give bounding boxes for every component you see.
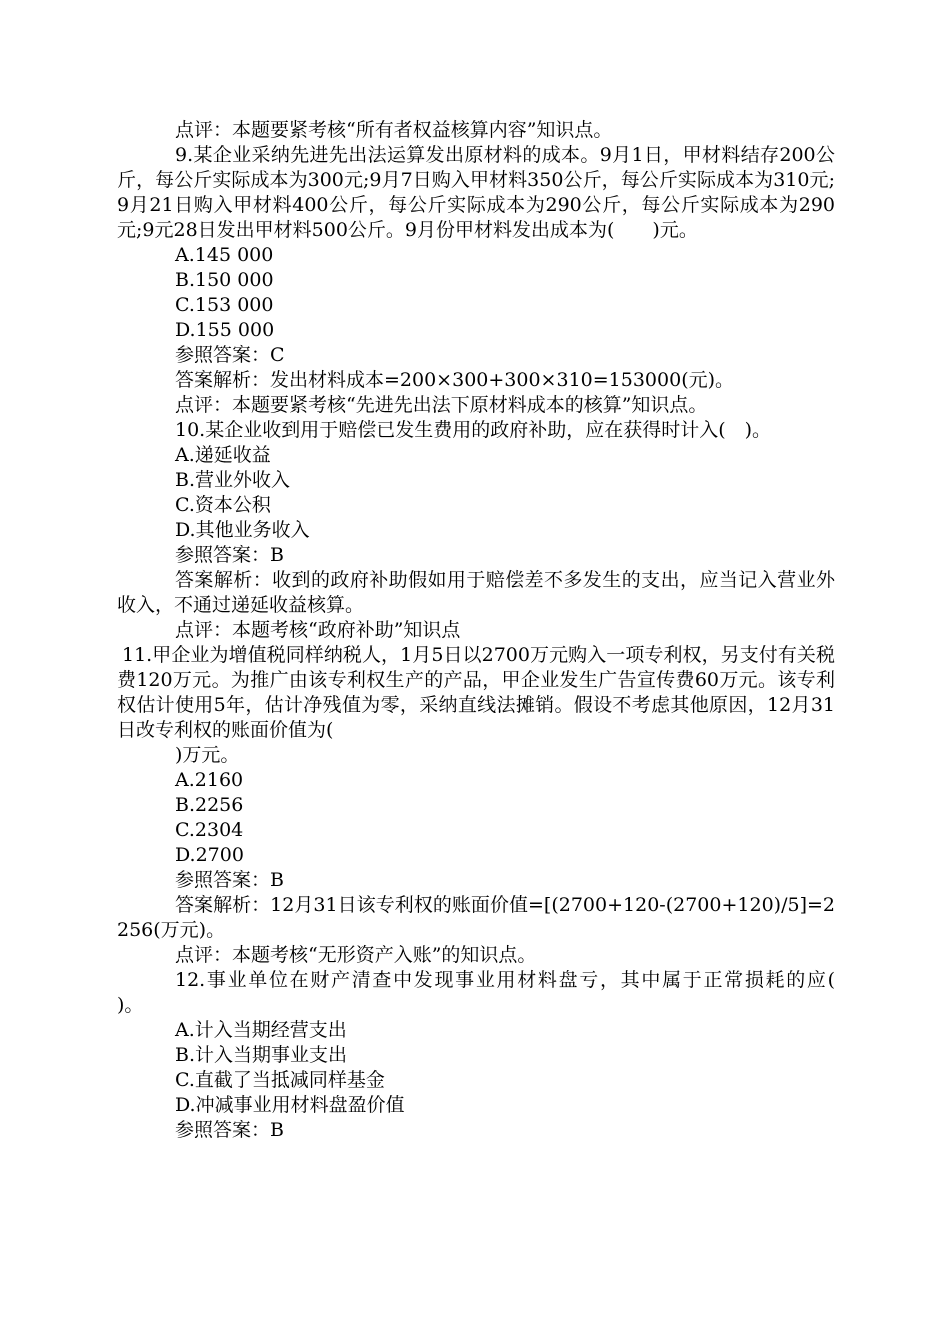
q12-option-a: A.计入当期经营支出 (175, 1019, 347, 1041)
q9-comment: 点评：本题要紧考核“先进先出法下原材料成本的核算”知识点。 (175, 394, 708, 416)
q12-answer: 参照答案：B (175, 1119, 284, 1141)
q11-analysis: 答案解析：12月31日该专利权的账面价值=[(2700+120-(2700+120)/5]=2256(万元)。 (117, 894, 835, 941)
q12-option-b: B.计入当期事业支出 (175, 1044, 348, 1066)
q10-option-c: C.资本公积 (175, 494, 271, 516)
q11-option-b: B.2256 (175, 794, 244, 816)
q12-option-d: D.冲减事业用材料盘盈价值 (175, 1094, 405, 1116)
q9-option-d: D.155 000 (175, 319, 275, 341)
q9-analysis: 答案解析：发出材料成本=200×300+300×310=153000(元)。 (175, 369, 735, 391)
q11-option-a: A.2160 (175, 769, 244, 791)
q11-stem-tail: )万元。 (175, 744, 240, 766)
q11-comment: 点评：本题考核“无形资产入账”的知识点。 (175, 944, 537, 966)
q8-comment: 点评：本题要紧考核“所有者权益核算内容”知识点。 (175, 119, 613, 141)
q11-stem: 11.甲企业为增值税同样纳税人，1月5日以2700万元购入一项专利权，另支付有关税费120万元。为推广由该专利权生产的产品，甲企业发生广告宣传费60万元。该专利权估计使用5年，估计净残值为零，采纳直线法摊销。假设不考虑其他原因，12月31日改专利权的账面价值为( (117, 644, 835, 741)
q9-answer: 参照答案：C (175, 344, 285, 366)
q9-option-c: C.153 000 (175, 294, 274, 316)
q12-option-c: C.直截了当抵减同样基金 (175, 1069, 385, 1091)
q11-answer: 参照答案：B (175, 869, 284, 891)
q10-option-b: B.营业外收入 (175, 469, 291, 491)
q9-stem: 9.某企业采纳先进先出法运算发出原材料的成本。9月1日，甲材料结存200公斤，每公斤实际成本为300元;9月7日购入甲材料350公斤，每公斤实际成本为310元;9月21日购入甲材料400公斤，每公斤实际成本为290公斤，每公斤实际成本为290元;9元28日发出甲材料500公斤。9月份甲材料发出成本为( )元。 (117, 144, 835, 241)
q10-option-a: A.递延收益 (175, 444, 271, 466)
q9-option-a: A.145 000 (175, 244, 274, 266)
q10-stem: 10.某企业收到用于赔偿已发生费用的政府补助，应在获得时计入( )。 (175, 419, 772, 441)
q10-comment: 点评：本题考核“政府补助”知识点 (175, 619, 461, 641)
q10-analysis: 答案解析：收到的政府补助假如用于赔偿差不多发生的支出，应当记入营业外收入，不通过递延收益核算。 (117, 569, 835, 616)
q11-option-d: D.2700 (175, 844, 244, 866)
q11-option-c: C.2304 (175, 819, 244, 841)
q12-stem: 12.事业单位在财产清查中发现事业用材料盘亏，其中属于正常损耗的应( )。 (117, 969, 874, 1016)
q10-answer: 参照答案：B (175, 544, 284, 566)
q9-option-b: B.150 000 (175, 269, 274, 291)
document-page (117, 118, 874, 1143)
q10-option-d: D.其他业务收入 (175, 519, 310, 541)
